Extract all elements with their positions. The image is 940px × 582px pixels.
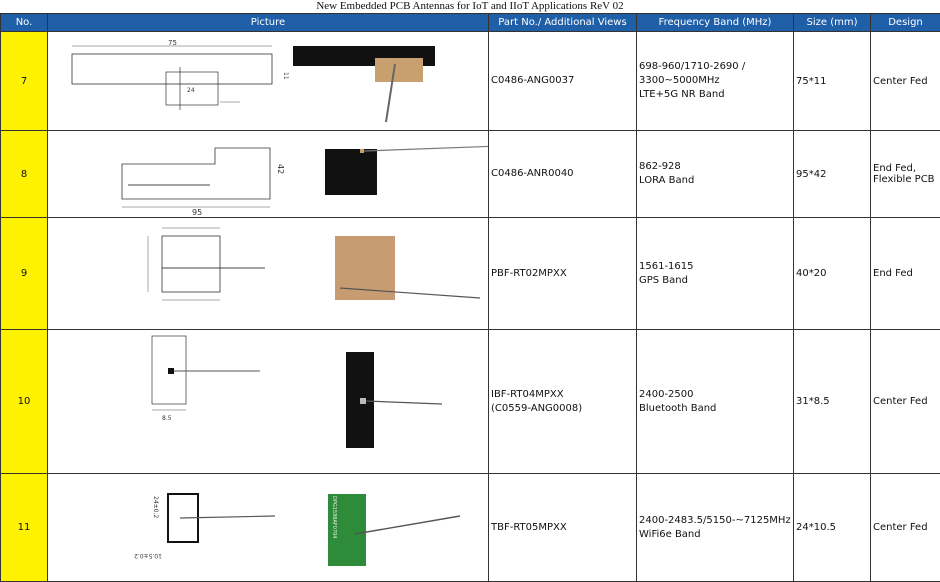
frequency-band: 862-928 LORA Band — [637, 131, 794, 218]
header-row — [1, 14, 940, 32]
header-design: Design — [871, 14, 940, 32]
picture-cell — [48, 32, 489, 131]
svg-text:42: 42 — [276, 164, 285, 174]
part-number-link[interactable]: IBF-RT04MPXX (C0559-ANG0008) — [489, 330, 637, 474]
table-row — [1, 218, 940, 330]
svg-text:24: 24 — [187, 87, 195, 94]
svg-text:24±0.2: 24±0.2 — [152, 496, 159, 518]
antenna-photo — [293, 46, 435, 122]
table-row — [1, 330, 940, 474]
size-value: 40*20 — [794, 218, 871, 330]
design-value: Center Fed — [871, 330, 940, 474]
frequency-band: 2400-2483.5/5150-~7125MHz WiFi6e Band — [637, 474, 794, 582]
technical-drawing — [148, 228, 265, 300]
header-part-no: Part No./ Additional Views — [489, 14, 637, 32]
page-title: New Embedded PCB Antennas for IoT and IIoT Applications ReV 02 — [0, 0, 940, 13]
frequency-band: 1561-1615 GPS Band — [637, 218, 794, 330]
antenna-drawing-and-photo — [50, 131, 489, 217]
frequency-band: 698-960/1710-2690 / 3300~5000MHz LTE+5G NR Band — [637, 32, 794, 131]
part-number-link[interactable]: TBF-RT05MPXX — [489, 474, 637, 582]
part-number-link[interactable]: C0486-ANG0037 — [489, 32, 637, 131]
part-number-link[interactable]: PBF-RT02MPXX — [489, 218, 637, 330]
antenna-drawing-and-photo — [50, 330, 489, 473]
svg-text:75: 75 — [168, 39, 177, 47]
antenna-photo — [346, 352, 442, 448]
design-value: End Fed — [871, 218, 940, 330]
size-value: 75*11 — [794, 32, 871, 131]
size-value: 24*10.5 — [794, 474, 871, 582]
antenna-drawing-and-photo — [50, 474, 489, 581]
table-row — [1, 131, 940, 218]
picture-cell — [48, 330, 489, 474]
picture-cell — [48, 218, 489, 330]
design-value: End Fed, Flexible PCB — [871, 131, 940, 218]
size-value: 31*8.5 — [794, 330, 871, 474]
part-number-link[interactable]: C0486-ANR0040 — [489, 131, 637, 218]
svg-text:8.5: 8.5 — [162, 415, 172, 422]
technical-drawing — [134, 494, 275, 559]
svg-text:11: 11 — [282, 72, 289, 80]
picture-cell — [48, 131, 489, 218]
table-row — [1, 32, 940, 131]
design-value: Center Fed — [871, 32, 940, 131]
picture-cell — [48, 474, 489, 582]
size-value: 95*42 — [794, 131, 871, 218]
header-no: No. — [1, 14, 48, 32]
header-size: Size (mm) — [794, 14, 871, 32]
technical-drawing — [72, 39, 289, 110]
antenna-drawing-and-photo — [50, 218, 489, 329]
row-number: 11 — [1, 474, 48, 582]
svg-text:10.5±0.2: 10.5±0.2 — [134, 552, 162, 559]
technical-drawing — [122, 148, 285, 217]
row-number: 10 — [1, 330, 48, 474]
antenna-photo — [325, 146, 489, 195]
header-frequency: Frequency Band (MHz) — [637, 14, 794, 32]
antenna-photo — [328, 494, 460, 566]
antenna-drawing-and-photo — [50, 32, 489, 130]
table-row — [1, 474, 940, 582]
technical-drawing — [152, 336, 260, 422]
row-number: 8 — [1, 131, 48, 218]
header-picture: Picture — [48, 14, 489, 32]
svg-text:95: 95 — [192, 208, 202, 217]
design-value: Center Fed — [871, 474, 940, 582]
row-number: 7 — [1, 32, 48, 131]
row-number: 9 — [1, 218, 48, 330]
frequency-band: 2400-2500 Bluetooth Band — [637, 330, 794, 474]
antenna-table — [0, 13, 940, 582]
antenna-photo — [335, 236, 480, 300]
svg-text:DPG1598AF0704: DPG1598AF0704 — [331, 496, 337, 539]
